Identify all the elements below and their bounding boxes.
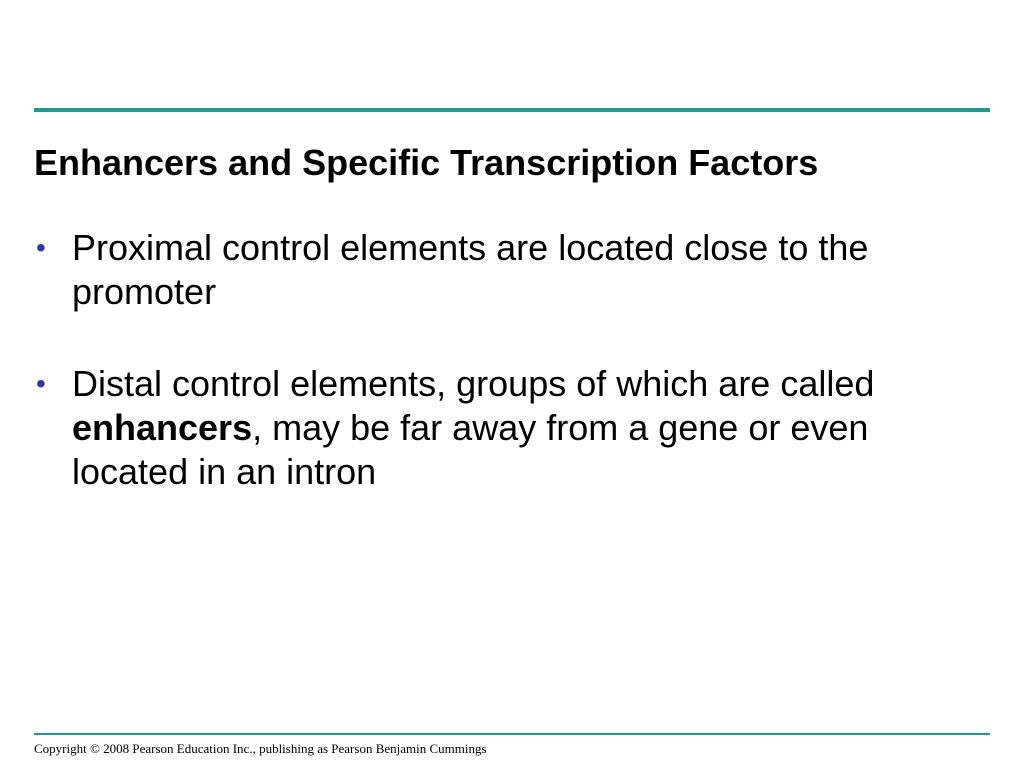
bullet-text: Proximal control elements are located close to the promoter	[72, 227, 869, 312]
bullet-marker: •	[36, 232, 46, 263]
bullet-text-after: , may be far away from a gene or even located in an intron	[72, 407, 869, 492]
bottom-divider	[34, 733, 990, 735]
bullet-list	[34, 226, 964, 494]
bullet-item-distal	[34, 362, 964, 494]
bullet-marker: •	[36, 368, 46, 399]
bullet-text-before: Distal control elements, groups of which are called	[72, 363, 875, 404]
bold-term-enhancers: enhancers	[72, 407, 253, 448]
top-divider	[34, 108, 990, 112]
copyright-footer: Copyright © 2008 Pearson Education Inc., publishing as Pearson Benjamin Cummings	[34, 741, 487, 756]
slide-title: Enhancers and Specific Transcription Factors	[34, 142, 819, 183]
bullet-item-proximal	[34, 226, 964, 314]
